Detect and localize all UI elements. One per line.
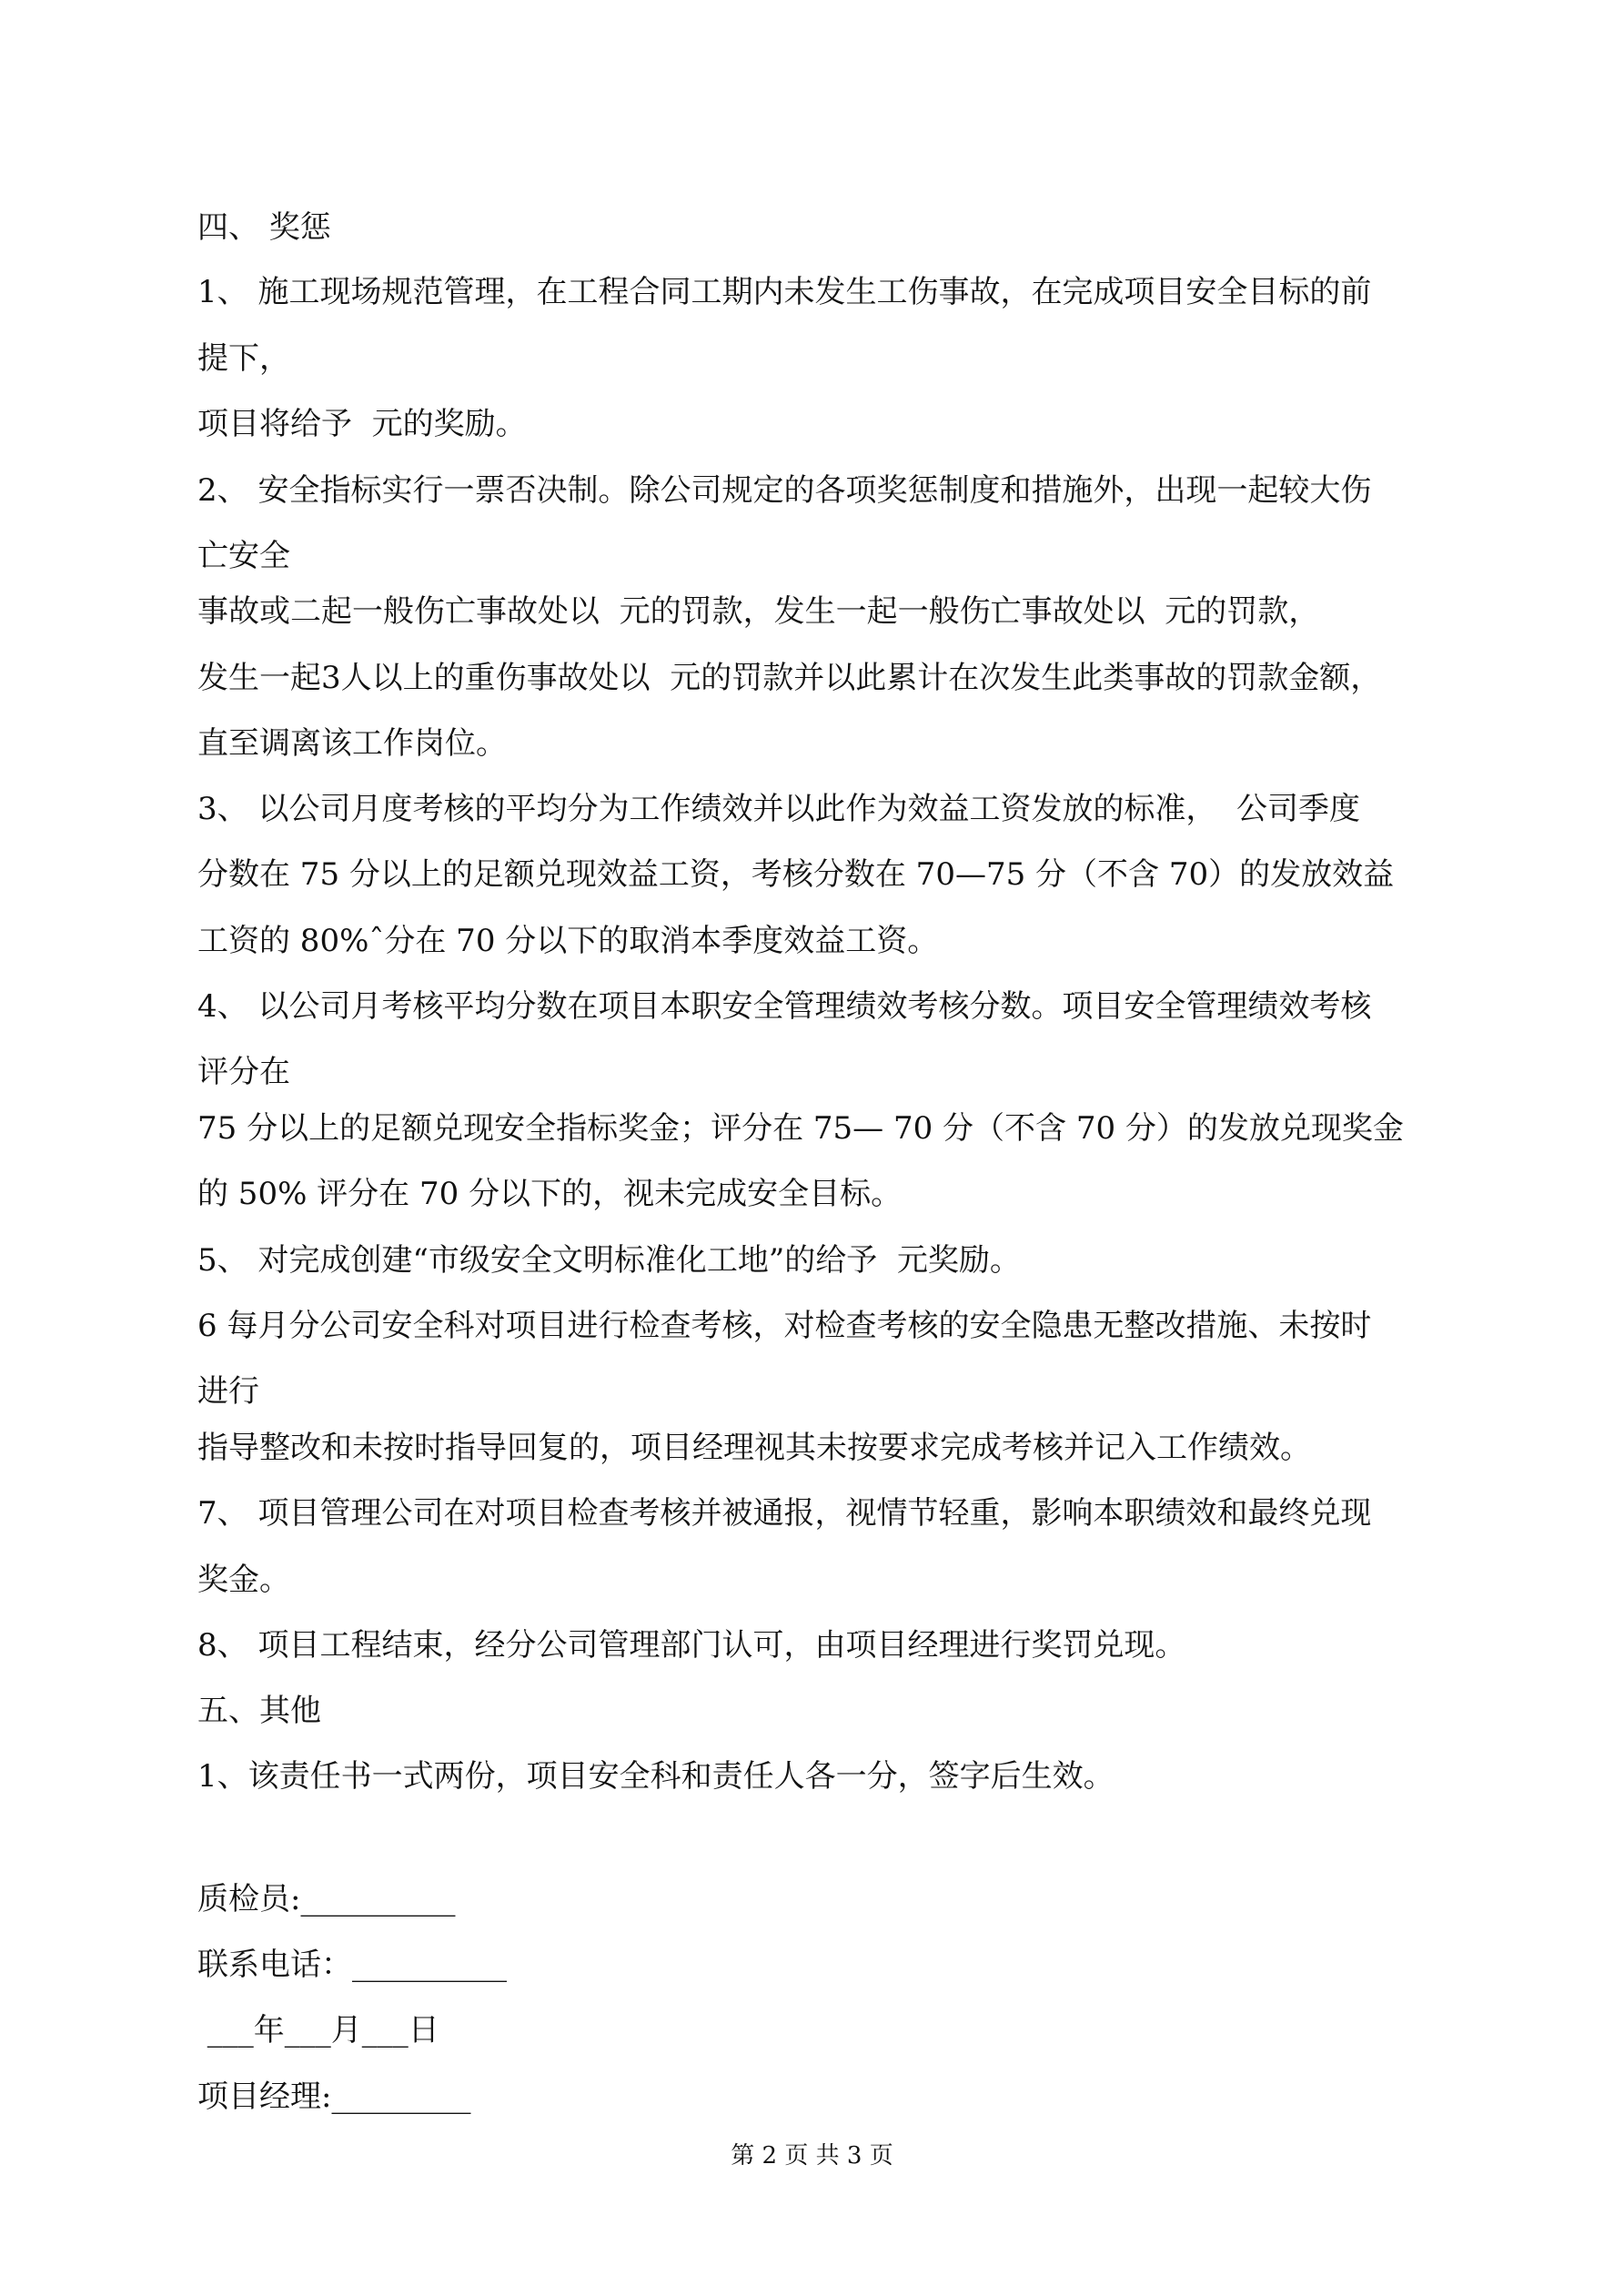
paragraph-line: 评分在 — [197, 1054, 290, 1090]
paragraph-line: 5、 对完成创建“市级安全文明标准化工地”的给予 元奖励。 — [197, 1242, 1021, 1279]
section-heading-other: 五、其他 — [197, 1693, 321, 1729]
paragraph-line: 1、该责任书一式两份，项目安全科和责任人各一分，签字后生效。 — [197, 1758, 1115, 1795]
paragraph-line: 3、 以公司月度考核的平均分为工作绩效并以此作为效益工资发放的标准， 公司季度 — [197, 791, 1361, 827]
paragraph-line: 提下， — [197, 340, 290, 377]
paragraph-line: 1、 施工现场规范管理，在工程合同工期内未发生工伤事故，在完成项目安全目标的前 — [197, 274, 1372, 310]
paragraph-line: 分数在 75 分以上的足额兑现效益工资，考核分数在 70—75 分（不含 70）的发放效益 — [197, 856, 1395, 893]
paragraph-line: 75 分以上的足额兑现安全指标奖金；评分在 75— 70 分（不含 70 分）的发放兑现奖金 — [197, 1110, 1404, 1147]
paragraph-line: 6 每月分公司安全科对项目进行检查考核，对检查考核的安全隐患无整改措施、未按时 — [197, 1308, 1372, 1344]
paragraph-line: 4、 以公司月考核平均分数在项目本职安全管理绩效考核分数。项目安全管理绩效考核 — [197, 988, 1372, 1025]
paragraph-line: 7、 项目管理公司在对项目检查考核并被通报，视情节轻重，影响本职绩效和最终兑现 — [197, 1495, 1372, 1532]
paragraph-line: 项目将给予 元的奖励。 — [197, 406, 527, 442]
paragraph-line: 奖金。 — [197, 1562, 290, 1598]
paragraph-line: 事故或二起一般伤亡事故处以 元的罚款，发生一起一般伤亡事故处以 元的罚款， — [197, 593, 1320, 630]
paragraph-line: 直至调离该工作岗位。 — [197, 725, 507, 762]
paragraph-line: 指导整改和未按时指导回复的，项目经理视其未按要求完成考核并记入工作绩效。 — [197, 1430, 1311, 1466]
date-field: ___年___月___日 — [197, 2012, 439, 2048]
project-manager-signature-field: 项目经理:_________ — [197, 2079, 471, 2115]
paragraph-line: 2、 安全指标实行一票否决制。除公司规定的各项奖惩制度和措施外，出现一起较大伤 — [197, 472, 1372, 509]
contact-phone-field: 联系电话：__________ — [197, 1947, 507, 1983]
paragraph-line: 发生一起3人以上的重伤事故处以 元的罚款并以此累计在次发生此类事故的罚款金额， — [197, 660, 1382, 696]
page-number-footer: 第 2 页 共 3 页 — [731, 2142, 893, 2170]
paragraph-line: 工资的 80%ˆ分在 70 分以下的取消本季度效益工资。 — [197, 923, 939, 959]
paragraph-line: 进行 — [197, 1373, 259, 1410]
inspector-signature-field: 质检员:__________ — [197, 1881, 456, 1917]
paragraph-line: 8、 项目工程结束，经分公司管理部门认可，由项目经理进行奖罚兑现。 — [197, 1627, 1186, 1664]
section-heading-rewards: 四、 奖惩 — [197, 209, 331, 246]
paragraph-line: 亡安全 — [197, 538, 290, 574]
paragraph-line: 的 50% 评分在 70 分以下的，视未完成安全目标。 — [197, 1176, 903, 1212]
